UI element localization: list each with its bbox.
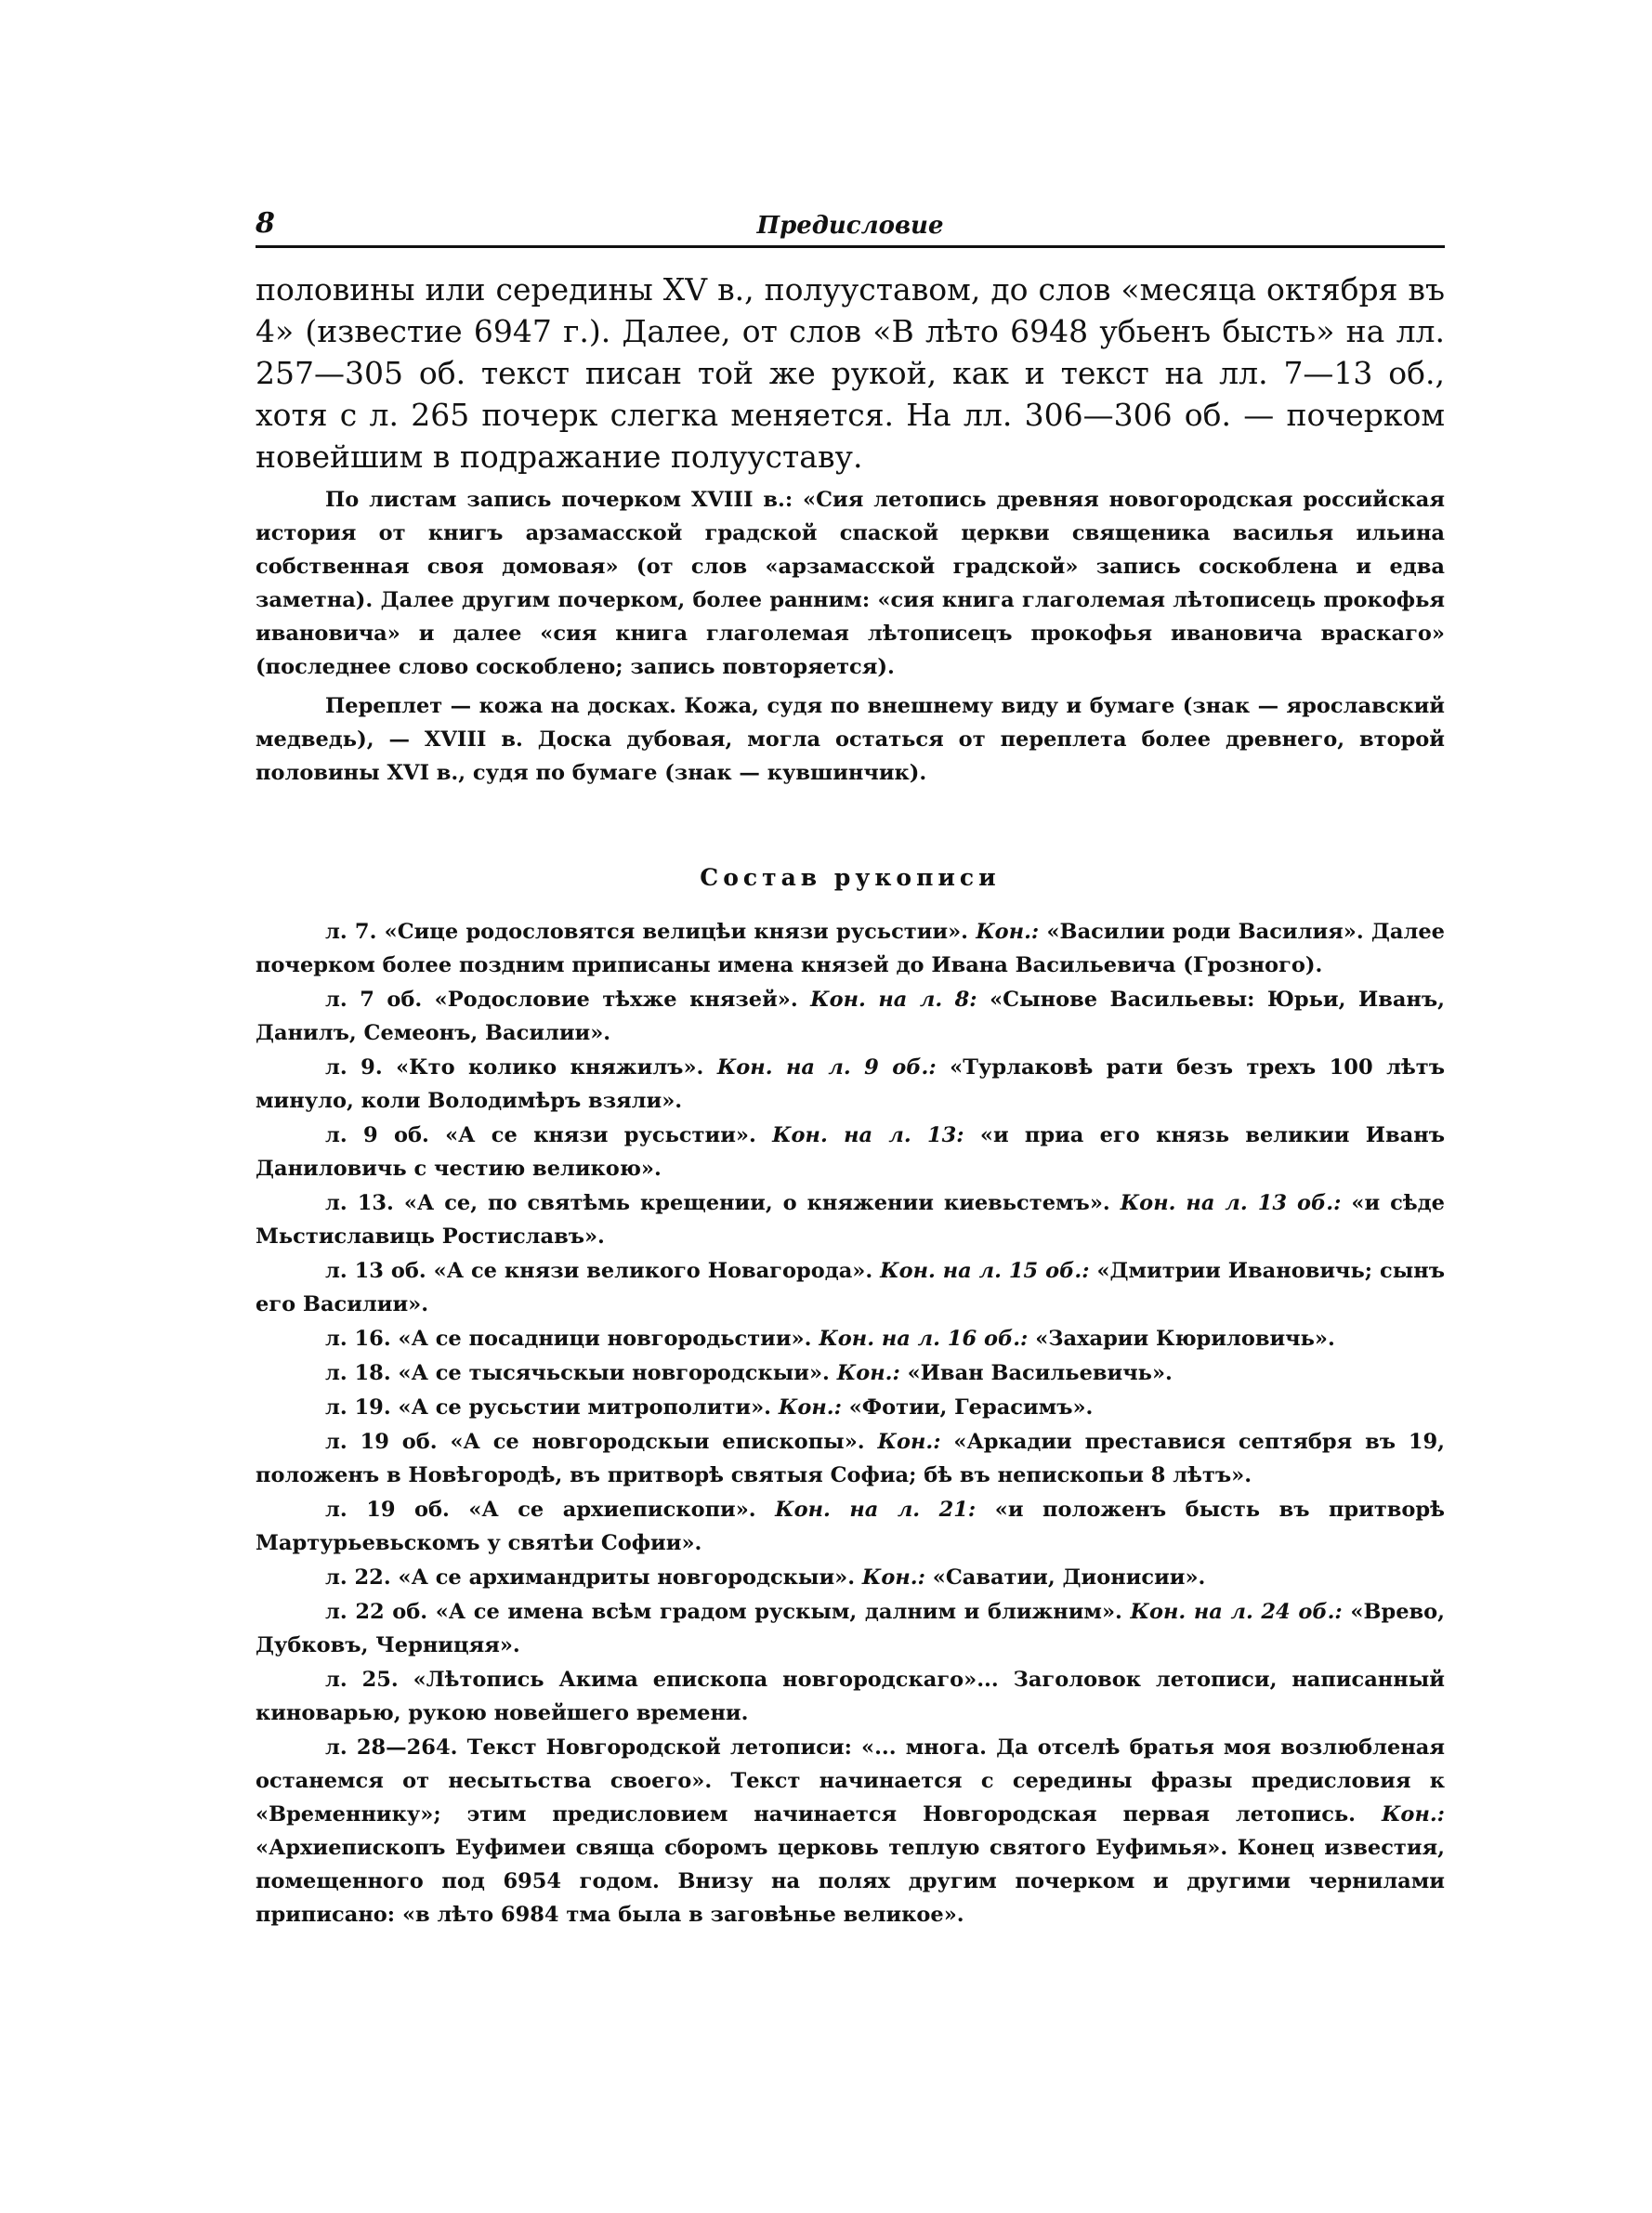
- entry-end-text: «и сѣде Мьстиславиць Ростиславъ».: [256, 1191, 1445, 1249]
- entry-text: л. 22 об. «А се имена всѣм градом рускым, далним и ближним».: [325, 1600, 1122, 1624]
- entry-text: л. 18. «А се тысячьскыи новгородскыи».: [325, 1361, 830, 1385]
- entry-end-text: «и приа его князь великии Иванъ Даниловичь с честию великою».: [256, 1123, 1445, 1181]
- entry-text: л. 28—264. Текст Новгородской летописи: «... многа. Да отселѣ братья моя возлюбленая останемся от несытьства своего». Текст начинается с середины фразы предисловия к «Временнику»; этим предисловием начинается Новгородская первая летопись.: [256, 1735, 1445, 1827]
- entry-text: л. 13. «А се, по святѣмь крещении, о княжении киевьстемъ».: [325, 1191, 1110, 1215]
- entry-end-text: «и положенъ бысть въ притворѣ Мартурьевьскомъ у святѣи Софии».: [256, 1498, 1445, 1555]
- entry-end-text: «Саватии, Дионисии».: [932, 1565, 1206, 1590]
- contents-entry: [256, 1663, 1445, 1730]
- entry-end-text: «Фотии, Герасимъ».: [848, 1395, 1094, 1420]
- entry-text: л. 22. «А се архимандриты новгородскыи».: [325, 1565, 856, 1590]
- entry-end-label: Кон. на л. 15 об.:: [880, 1259, 1090, 1283]
- entry-end-text: «Врево, Дубковъ, Черницяя».: [256, 1600, 1445, 1657]
- contents-entry: [256, 1731, 1445, 1931]
- contents-entry: [256, 1322, 1445, 1355]
- contents-entry: [256, 1356, 1445, 1390]
- entry-end-label: Кон.:: [861, 1565, 925, 1590]
- entry-end-label: Кон. на л. 13 об.:: [1120, 1191, 1342, 1215]
- page: [256, 204, 1445, 1932]
- binding-paragraph: Переплет — кожа на досках. Кожа, судя по внешнему виду и бумаге (знак — ярославский медведь), — XVIII в. Доска дубовая, могла остаться от переплета более древнего, второй половины XVI в., судя по бумаге (знак — кувшинчик).: [256, 694, 1445, 785]
- section-title: Состав рукописи: [700, 864, 1001, 891]
- contents-entry: [256, 1119, 1445, 1185]
- entry-text: л. 7 об. «Родословие тѣхже князей».: [325, 988, 798, 1012]
- entry-end-text: «Турлаковѣ рати безъ трехъ 100 лѣтъ минуло, коли Володимѣръ взяли».: [256, 1055, 1445, 1113]
- entry-text: л. 7. «Сице родословятся велицѣи князи русьстии».: [325, 920, 968, 944]
- contents-entry: [256, 983, 1445, 1050]
- running-title: Предисловие: [756, 212, 944, 240]
- entry-text: л. 16. «А се посадници новгородьстии».: [325, 1327, 812, 1351]
- entry-end-label: Кон.:: [1381, 1802, 1445, 1827]
- entry-end-text: «Василии роди Василия». Далее почерком более поздним приписаны имена князей до Ивана Васильевича (Грозного).: [256, 920, 1445, 977]
- entry-end-label: Кон.:: [877, 1430, 941, 1454]
- contents-entry: [256, 1493, 1445, 1560]
- entry-end-label: Кон.:: [778, 1395, 842, 1420]
- entry-end-label: Кон.:: [836, 1361, 900, 1385]
- entry-end-text: «Архиепископъ Еуфимеи свяща сборомъ церковь теплую святого Еуфимья». Конец известия, помещенного под 6954 годом. Внизу на полях другим почерком и другими чернилами приписано: «в лѣто 6984 тма была в заговѣнье великое».: [256, 1836, 1445, 1927]
- inscriptions-paragraph: По листам запись почерком XVIII в.: «Сия летопись древняя новогородская российская история от книгъ арзамасской градской спаской церкви священика василья ильина собственная своя домовая» (от слов «арзамасской градской» запись соскоблена и едва заметна). Далее другим почерком, более ранним: «сия книга глаголемая лѣтописець прокофья ивановича» и далее «сия книга глаголемая лѣтописецъ прокофья ивановича враскаго» (последнее слово соскоблено; запись повторяется).: [256, 488, 1445, 679]
- contents-entry: [256, 1186, 1445, 1253]
- entry-text: л. 9. «Кто колико княжилъ».: [325, 1055, 704, 1080]
- entry-text: л. 19 об. «А се архиепископи».: [325, 1498, 756, 1522]
- entry-end-label: Кон. на л. 24 об.:: [1130, 1600, 1343, 1624]
- entry-end-text: «Захарии Кюриловичь».: [1035, 1327, 1335, 1351]
- contents-entry: [256, 1051, 1445, 1118]
- entry-text: л. 19 об. «А се новгородскыи епископы».: [325, 1430, 865, 1454]
- entry-end-label: Кон. на л. 13:: [772, 1123, 964, 1147]
- lead-paragraph: половины или середины XV в., полууставом, до слов «месяца октября въ 4» (известие 6947 г.). Далее, от слов «В лѣто 6948 убьенъ бысть» на лл. 257—305 об. текст писан той же рукой, как и текст на лл. 7—13 об., хотя с л. 265 почерк слегка меняется. На лл. 306—306 об. — почерком новейшим в подражание полууставу.: [256, 271, 1445, 475]
- entry-end-label: Кон. на л. 8:: [810, 988, 977, 1012]
- running-head: [256, 204, 1445, 248]
- entry-end-text: «Дмитрии Ивановичь; сынъ его Василии».: [256, 1259, 1445, 1316]
- contents-entry: [256, 1561, 1445, 1594]
- entry-end-label: Кон. на л. 9 об.:: [716, 1055, 937, 1080]
- entry-text: л. 9 об. «А се князи русьстии».: [325, 1123, 756, 1147]
- contents-entry: [256, 915, 1445, 982]
- contents-list: [256, 915, 1445, 1931]
- entry-text: л. 25. «Лѣтопись Акима епископа новгородскаго»... Заголовок летописи, написанный киноварью, рукою новейшего времени.: [256, 1668, 1445, 1725]
- entry-end-text: «Сынове Васильевы: Юрьи, Иванъ, Данилъ, Семеонъ, Василии».: [256, 988, 1445, 1045]
- contents-entry: [256, 1425, 1445, 1492]
- entry-end-label: Кон.:: [976, 920, 1040, 944]
- page-number: 8: [256, 207, 275, 240]
- contents-entry: [256, 1595, 1445, 1662]
- contents-entry: [256, 1391, 1445, 1424]
- entry-end-label: Кон. на л. 16 об.:: [819, 1327, 1029, 1351]
- contents-entry: [256, 1254, 1445, 1321]
- entry-text: л. 13 об. «А се князи великого Новагорода».: [325, 1259, 873, 1283]
- entry-end-label: Кон. на л. 21:: [775, 1498, 977, 1522]
- entry-end-text: «Аркадии преставися септября въ 19, положенъ в Новѣгородѣ, въ притворѣ святыя Софиа; бѣ въ непископьи 8 лѣтъ».: [256, 1430, 1446, 1487]
- entry-text: л. 19. «А се русьстии митрополити».: [325, 1395, 772, 1420]
- entry-end-text: «Иван Васильевичь».: [907, 1361, 1173, 1385]
